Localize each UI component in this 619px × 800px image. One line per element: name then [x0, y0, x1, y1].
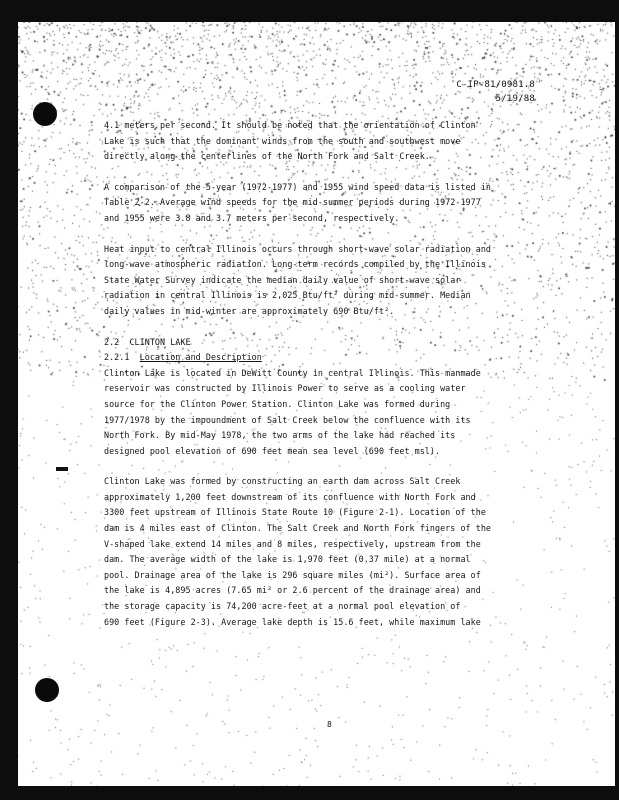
- text-line: 690 feet (Figure 2-3). Average lake depth is 15.6 feet, while maximum lake: [104, 616, 481, 627]
- text-line: A comparison of the 5-year (1972-1977) and 1955 wind speed data is listed in: [104, 181, 492, 192]
- paragraph-wind-comparison: [104, 180, 550, 227]
- page-number: 8: [327, 720, 332, 729]
- text-line: State Water Survey indicate the median daily value of short-wave solar: [104, 274, 461, 285]
- subsection-heading: [104, 350, 550, 366]
- text-line: Heat input to central Illinois occurs through short-wave solar radiation and: [104, 243, 492, 254]
- text-line: dam. The average width of the lake is 1,970 feet (0.37 mile) at a normal: [104, 554, 471, 565]
- text-line: directly along the centerlines of the North Fork and Salt Creek.: [104, 151, 430, 162]
- text-line: Table 2-2. Average wind speeds for the mid-summer periods during 1972-1977: [104, 197, 481, 208]
- paragraph-lake-location: [104, 366, 550, 460]
- text-line: 4.1 meters per second. It should be noted that the orientation of Clinton: [104, 120, 476, 130]
- text-line: the storage capacity is 74,200 acre-feet at a normal pool elevation of: [104, 601, 461, 612]
- paragraph-wind-orientation: [104, 118, 550, 165]
- text-line: daily values in mid-winter are approximately 690 Btu/ft².: [104, 305, 395, 316]
- doc-date: 5/19/88: [495, 94, 535, 104]
- subsection-title: Location and Description: [139, 352, 262, 363]
- document-identifier: [456, 78, 535, 106]
- text-line: Clinton Lake was formed by constructing an earth dam across Salt Creek: [104, 476, 461, 487]
- text-line: 1977/1978 by the impoundment of Salt Creek below the confluence with its: [104, 414, 471, 425]
- text-line: the lake is 4,895 acres (7.65 mi² or 2.6 percent of the drainage area) and: [104, 585, 481, 596]
- text-line: North Fork. By mid-May 1978, the two arms of the lake had reached its: [104, 430, 456, 441]
- paragraph-heat-input: [104, 242, 550, 320]
- text-line: 3300 feet upstream of Illinois State Route 10 (Figure 2-1). Location of the: [104, 507, 486, 518]
- text-line: source for the Clinton Power Station. Clinton Lake was formed during: [104, 398, 451, 409]
- punch-hole-bottom: [35, 678, 59, 702]
- text-line: Lake is such that the dominant winds from the south and southwest move: [104, 135, 461, 146]
- section-number: 2.2: [104, 336, 120, 347]
- text-line: Clinton Lake is located in DeWitt County in central Illinois. This manmade: [104, 367, 481, 378]
- section-title: CLINTON LAKE: [129, 336, 191, 347]
- text-line: dam is 4 miles east of Clinton. The Salt Creek and North Fork fingers of the: [104, 523, 492, 534]
- text-line: reservoir was constructed by Illinois Power to serve as a cooling water: [104, 383, 466, 394]
- body-text: [104, 118, 550, 630]
- section-heading: [104, 335, 550, 351]
- text-line: approximately 1,200 feet downstream of its confluence with North Fork and: [104, 491, 476, 502]
- punch-hole-top: [33, 102, 57, 126]
- paragraph-lake-formation: [104, 474, 550, 630]
- text-line: V-shaped lake extend 14 miles and 8 miles, respectively, upstream from the: [104, 538, 481, 549]
- text-line: and 1955 were 3.8 and 3.7 meters per second, respectively.: [104, 212, 400, 223]
- text-line: radiation in central Illinois is 2,025 Btu/ft² during mid-summer. Median: [104, 290, 471, 301]
- text-line: long-wave atmospheric radiation. Long-term records compiled by the Illinois: [104, 259, 486, 270]
- margin-mark: [56, 467, 68, 471]
- text-line: pool. Drainage area of the lake is 296 square miles (mi²). Surface area of: [104, 569, 481, 580]
- subsection-number: 2.2.1: [104, 352, 130, 363]
- text-line: designed pool elevation of 690 feet mean sea level (690 feet msl).: [104, 445, 441, 456]
- doc-number: C-IP-81/0981.8: [456, 80, 535, 90]
